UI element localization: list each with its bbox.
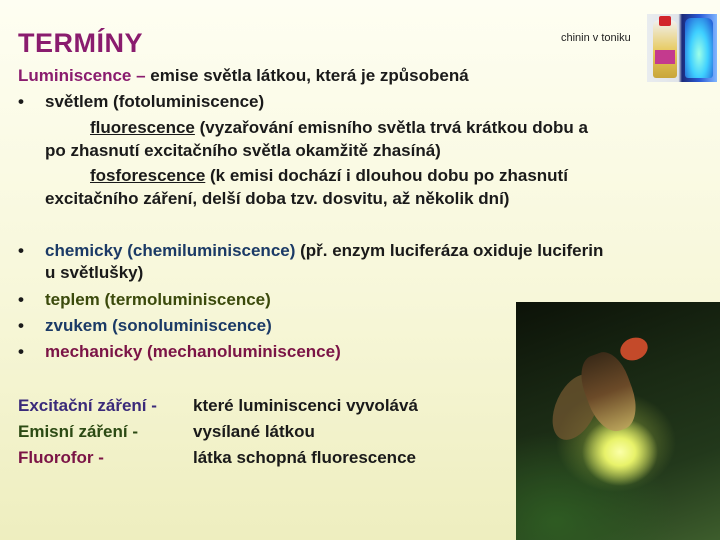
fluorescence-line-2: po zhasnutí excitačního světla okamžitě zhasíná): [45, 141, 441, 160]
heat-label: teplem (termoluminiscence): [45, 290, 271, 309]
bullet-chemical: •: [18, 241, 24, 260]
term-fluorophore-definition: látka schopná fluorescence: [193, 448, 416, 467]
chemical-line: [45, 241, 603, 261]
term-excitation: Excitační záření -: [18, 396, 157, 415]
term-fluorophore: Fluorofor -: [18, 448, 104, 467]
tonic-bottle-daylight: [653, 20, 677, 78]
chemical-line-2: u světlušky): [45, 263, 144, 282]
phosphorescence-term: fosforescence: [90, 166, 206, 185]
fluorescence-line: [90, 118, 588, 138]
mechanical-label: mechanicky (mechanoluminiscence): [45, 342, 341, 361]
luminiscence-term: Luminiscence –: [18, 66, 146, 85]
luminiscence-text: emise světla látkou, která je způsobená: [145, 66, 469, 85]
tonic-bottles-photo: [647, 14, 717, 82]
bullet-heat: •: [18, 290, 24, 309]
bullet-sound: •: [18, 316, 24, 335]
firefly-photo: [516, 302, 720, 540]
bottles-caption: chinin v toniku: [561, 32, 631, 44]
bullet-light: •: [18, 92, 24, 111]
fluorescence-term: fluorescence: [90, 118, 195, 137]
luminiscence-definition: [18, 66, 469, 86]
light-label: světlem (fotoluminiscence): [45, 92, 265, 111]
phosphorescence-line-2: excitačního záření, delší doba tzv. dosvitu, až několik dní): [45, 189, 510, 208]
phosphorescence-line: [90, 166, 568, 186]
fluorescence-text: (vyzařování emisního světla trvá krátkou dobu a: [194, 118, 588, 137]
bullet-mechanical: •: [18, 342, 24, 361]
chemical-example: (př. enzym luciferáza oxiduje luciferin: [295, 241, 604, 260]
chemical-label: chemicky (chemiluminiscence): [45, 241, 296, 260]
term-excitation-definition: které luminiscenci vyvolává: [193, 396, 418, 415]
phosphorescence-text: (k emisi dochází i dlouhou dobu po zhasnutí: [205, 166, 568, 185]
term-emission: Emisní záření -: [18, 422, 138, 441]
sound-label: zvukem (sonoluminiscence): [45, 316, 272, 335]
slide-title: TERMÍNY: [18, 28, 143, 58]
term-emission-definition: vysílané látkou: [193, 422, 315, 441]
tonic-bottle-uv: [685, 18, 713, 78]
